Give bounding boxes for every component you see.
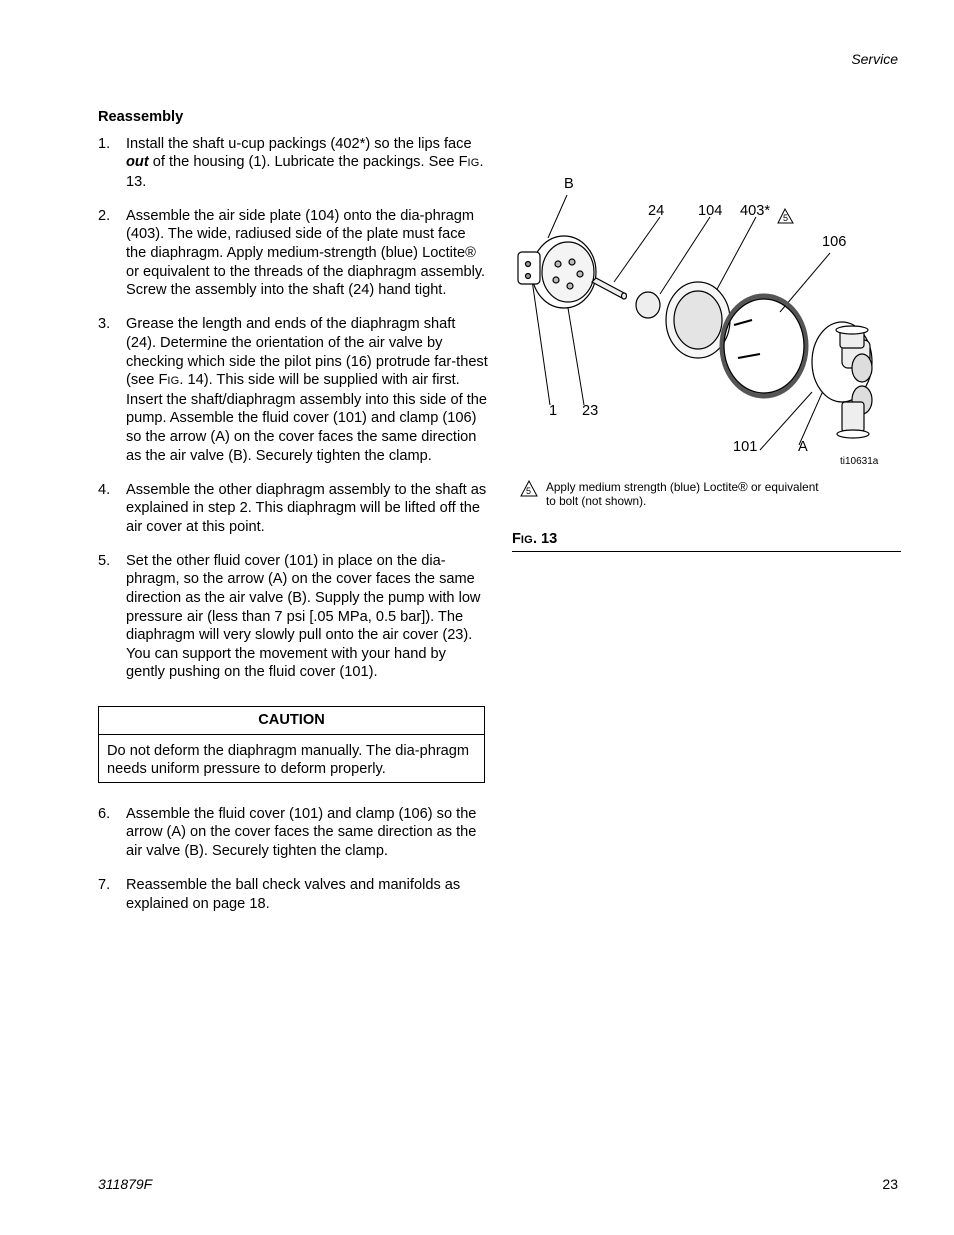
callout-23: 23: [582, 403, 599, 419]
step-text: Assemble the other diaphragm assembly to the shaft as explained in step 2. This diaphragm will be lifted off the air cover at this point.: [126, 481, 487, 535]
page-number: 23: [882, 1176, 898, 1192]
figure-caption: [512, 531, 901, 552]
note-text: [546, 480, 826, 508]
step-text: of the housing (1). Lubricate the packings. See F: [148, 154, 468, 171]
step-text: Assemble the air side plate (104) onto the dia-phragm (403). The wide, radiused side of the plate must face the diaphragm. Apply medium-strength (blue) Loctite® or equivalent to the threads of the diaphragm assembly. Screw the assembly into the shaft (24) hand tight.: [126, 207, 486, 299]
registered-mark: ®: [738, 479, 748, 494]
callout-24: 24: [648, 203, 665, 219]
running-header: Service: [851, 51, 898, 67]
warning-number: 5: [526, 486, 532, 496]
step-number: 2.: [98, 207, 111, 224]
step-number: 7.: [98, 877, 111, 894]
step-number: 4.: [98, 481, 111, 498]
callout-101: 101: [733, 439, 758, 455]
reassembly-section: [98, 108, 488, 929]
step-text: . 13.: [126, 154, 484, 190]
step-text: Grease the length and ends of the diaphragm shaft (24). Determine the orientation of the air valve by checking which side the pilot pins (16) protrude far-thest (see F: [126, 316, 488, 389]
step-number: 3.: [98, 316, 111, 333]
step-1: [98, 135, 488, 192]
step-5: [98, 552, 488, 682]
step-7: [98, 876, 488, 913]
step-text: . 14). This side will be supplied with air first. Insert the shaft/diaphragm assembly into this side of the pump. Assemble the fluid cover (101) and clamp (106) so the arrow (A) on the cover faces the same direction as the air valve (B). Securely tighten the clamp.: [126, 372, 487, 464]
warning-number: 5: [783, 213, 789, 223]
caption-small-caps: IG: [520, 534, 533, 546]
caution-title: CAUTION: [99, 707, 484, 735]
caution-box: [98, 706, 485, 783]
step-6: [98, 805, 488, 861]
step-text: Set the other fluid cover (101) in place on the dia-phragm, so the arrow (A) on the cover faces the same direction as the air valve (B). Supply the pump with low pressure air (less than 7 psi [.05 MPa, 0.5 bar]). The diaphragm will very slowly pull onto the air cover (23). You can support the movement with your hand by gently pushing on the fluid cover (101).: [126, 552, 481, 681]
figure-13: [512, 170, 902, 470]
callout-106: 106: [822, 234, 847, 250]
air-side-plate-part: [636, 292, 660, 318]
callout-a: A: [798, 439, 808, 455]
step-4: [98, 481, 488, 537]
caption-part: F: [512, 531, 521, 547]
step-2: [98, 207, 488, 300]
callout-1: 1: [549, 403, 558, 419]
caution-body: Do not deform the diaphragm manually. The dia-phragm needs uniform pressure to deform properly.: [107, 742, 470, 778]
step-number: 1.: [98, 135, 111, 152]
step-text: Install the shaft u-cup packings (402*) so the lips face: [126, 135, 472, 152]
caption-part: . 13: [532, 531, 558, 547]
callout-b: B: [564, 176, 574, 192]
air-cover-part: [518, 236, 596, 308]
small-caps: IG: [467, 157, 480, 170]
section-heading: Reassembly: [98, 109, 184, 125]
step-3: [98, 315, 488, 465]
clamp-part: [722, 296, 806, 396]
small-caps: IG: [167, 375, 180, 388]
callout-104: 104: [698, 203, 723, 219]
step-text: Assemble the fluid cover (101) and clamp (106) so the arrow (A) on the cover faces the same direction as the air valve (B). Securely tighten the clamp.: [126, 805, 477, 859]
fluid-cover-part: [812, 322, 872, 438]
callout-403: 403*: [740, 203, 771, 219]
illustration-id: ti10631a: [840, 456, 879, 467]
emphasis: out: [126, 154, 149, 171]
step-number: 5.: [98, 552, 111, 569]
document-id: 311879F: [98, 1176, 153, 1192]
note-text-part: Apply medium strength (blue) Loctite: [546, 480, 739, 494]
step-text: Reassemble the ball check valves and manifolds as explained on page 18.: [126, 877, 461, 912]
shaft-part: [592, 278, 627, 299]
note-text-part: or equivalent to bolt (not shown).: [546, 480, 819, 508]
step-number: 6.: [98, 805, 111, 822]
